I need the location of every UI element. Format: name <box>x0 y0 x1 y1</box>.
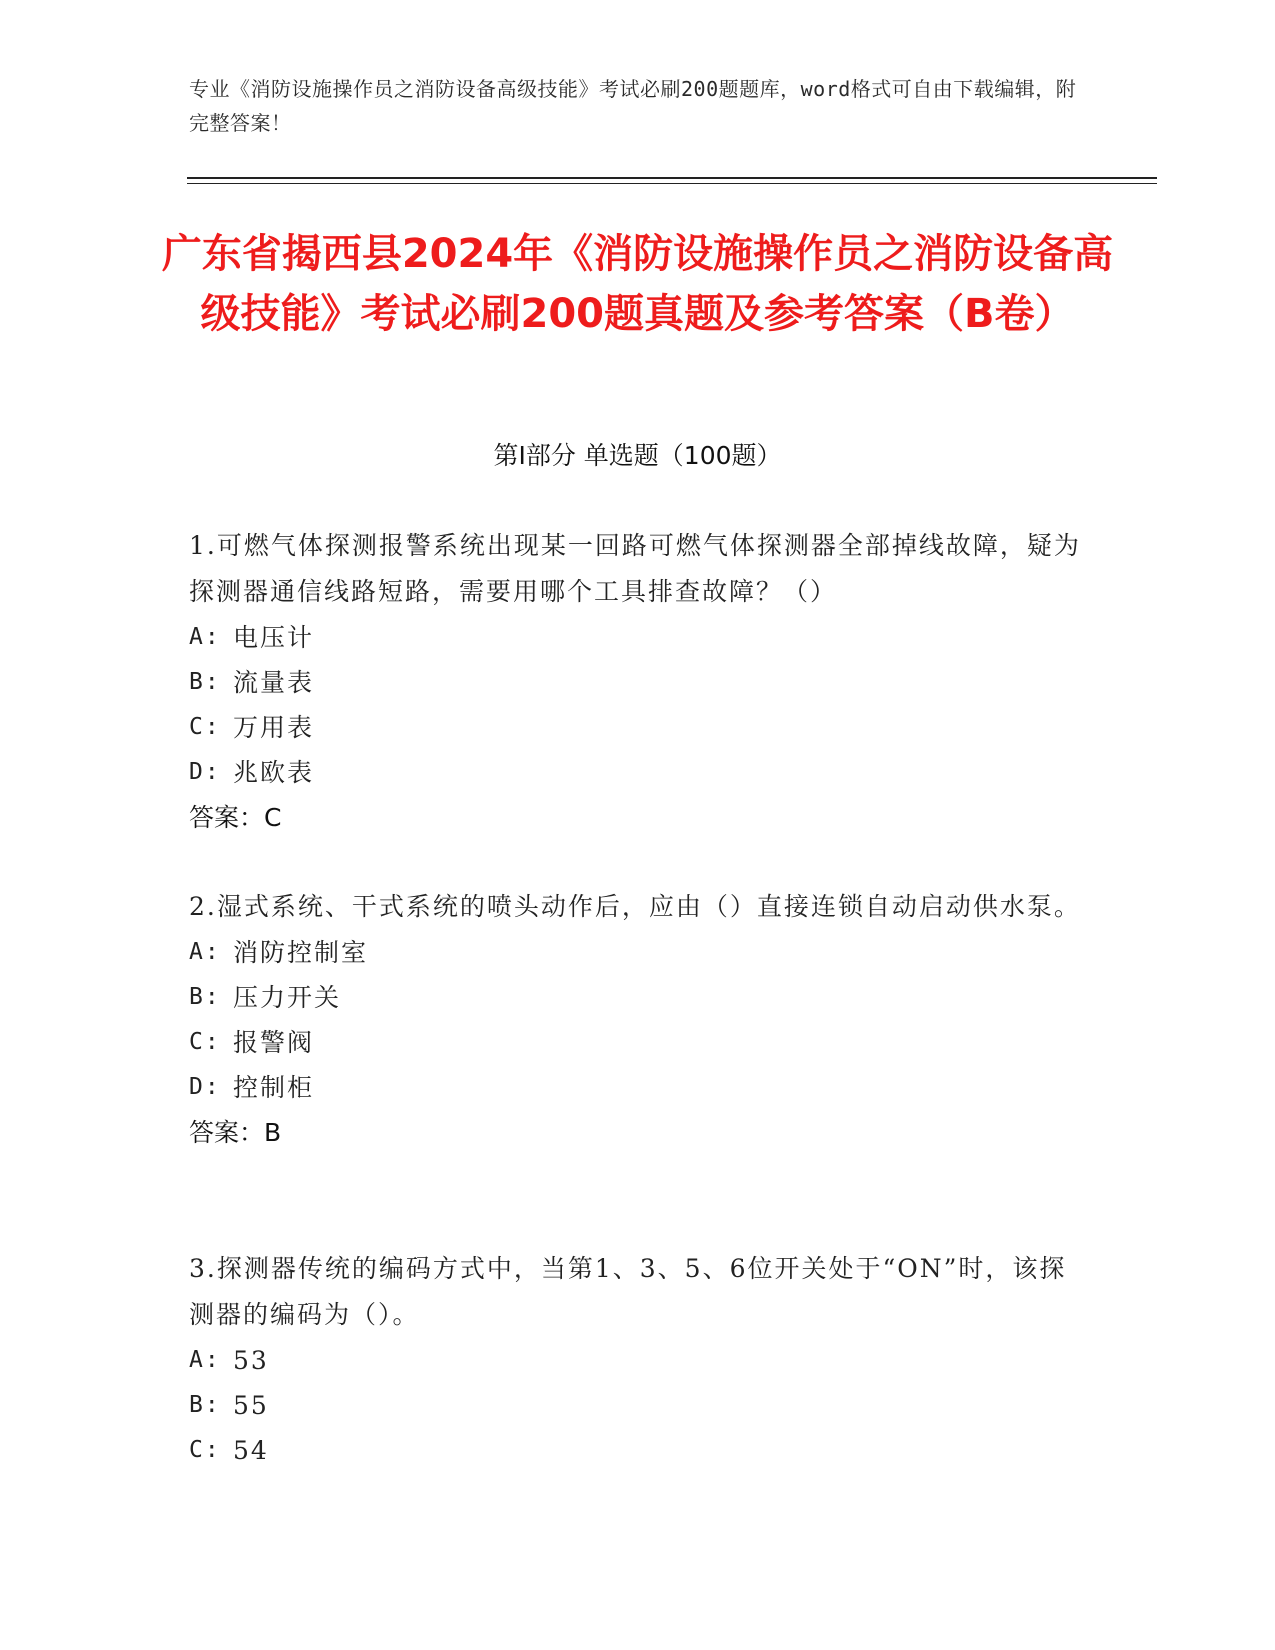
option-text: 报警阀 <box>233 1028 315 1057</box>
option-b <box>189 1383 1089 1428</box>
option-c <box>189 1020 1089 1065</box>
question-1 <box>189 523 1089 841</box>
option-key: D: <box>189 1074 221 1100</box>
option-c <box>189 1428 1089 1473</box>
option-text: 54 <box>233 1436 269 1465</box>
question-2 <box>189 884 1089 1156</box>
header-note: 专业《消防设施操作员之消防设备高级技能》考试必刷200题题库，word格式可自由下载编辑，附完整答案！ <box>189 77 1077 135</box>
option-key: A: <box>189 1347 221 1373</box>
option-b <box>189 975 1089 1020</box>
option-a <box>189 930 1089 975</box>
option-d <box>189 750 1089 795</box>
document-title: 广东省揭西县2024年《消防设施操作员之消防设备高级技能》考试必刷200题真题及参考答案（B卷） <box>161 231 1114 337</box>
question-stem: 1.可燃气体探测报警系统出现某一回路可燃气体探测器全部掉线故障，疑为探测器通信线路短路，需要用哪个工具排查故障？（） <box>189 531 1081 606</box>
question-stem: 2.湿式系统、干式系统的喷头动作后，应由（）直接连锁自动启动供水泵。 <box>189 892 1081 921</box>
question-stem: 3.探测器传统的编码方式中，当第1、3、5、6位开关处于“ON”时，该探测器的编码为（）。 <box>189 1254 1067 1329</box>
option-b <box>189 660 1089 705</box>
option-key: C: <box>189 1029 221 1055</box>
header-divider-thin <box>187 183 1157 184</box>
header-divider <box>187 177 1157 179</box>
option-c <box>189 705 1089 750</box>
option-key: A: <box>189 624 221 650</box>
option-text: 压力开关 <box>233 983 342 1012</box>
option-text: 消防控制室 <box>233 938 369 967</box>
option-key: A: <box>189 939 221 965</box>
option-text: 流量表 <box>233 668 315 697</box>
option-text: 53 <box>233 1346 269 1375</box>
option-text: 兆欧表 <box>233 758 315 787</box>
option-key: C: <box>189 1437 221 1463</box>
option-a <box>189 615 1089 660</box>
option-text: 万用表 <box>233 713 315 742</box>
option-key: B: <box>189 1392 221 1418</box>
option-key: C: <box>189 714 221 740</box>
option-key: B: <box>189 669 221 695</box>
option-key: D: <box>189 759 221 785</box>
answer-line: 答案：B <box>189 1118 282 1147</box>
section-heading: 第I部分 单选题（100题） <box>493 441 782 470</box>
option-a <box>189 1338 1089 1383</box>
question-3 <box>189 1246 1089 1473</box>
option-text: 控制柜 <box>233 1073 315 1102</box>
option-d <box>189 1065 1089 1110</box>
option-text: 55 <box>233 1391 269 1420</box>
answer-line: 答案：C <box>189 803 282 832</box>
option-text: 电压计 <box>233 623 315 652</box>
option-key: B: <box>189 984 221 1010</box>
